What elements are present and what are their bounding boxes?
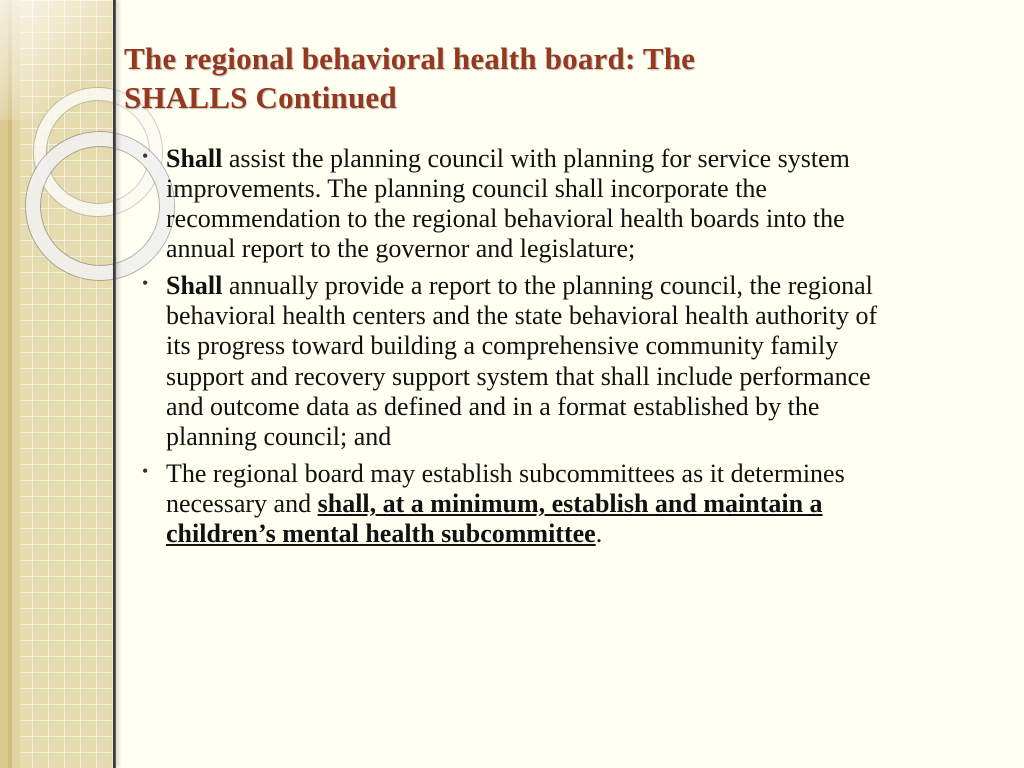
bullet-marker: • <box>142 461 149 482</box>
bullet-text-segment: Shall <box>166 143 223 173</box>
bullet-item <box>124 144 906 265</box>
bullet-text-segment: . <box>595 519 603 549</box>
decorative-left-strip <box>0 0 114 768</box>
bullet-text-segment: The regional board may establish subcommittees as it determines necessary and <box>166 459 845 519</box>
bullet-text-segment: annually provide a report to the planning council, the regional behavioral health centers and the state behavioral health authority of its progress toward building a comprehensive community family support and recovery support system that shall include performance and outcome data as defined and in a format established by the planning council; and <box>166 271 878 451</box>
bullet-marker: • <box>142 145 149 166</box>
slide-content <box>124 40 914 557</box>
bullet-list <box>124 144 906 550</box>
slide-title-line-1: The regional behavioral health board: The <box>124 41 696 76</box>
bullet-text <box>166 459 845 548</box>
bullet-text-segment: assist the planning council with planning for service system improvements. The planning council shall incorporate the recommendation to the regional behavioral health boards into the annual report to the governor and legislature; <box>166 143 850 263</box>
vertical-divider <box>113 0 116 768</box>
bullet-marker: • <box>142 273 149 294</box>
bullet-text-segment: shall, at a minimum, establish and maintain a children’s mental health subcommittee <box>166 489 823 549</box>
bullet-text <box>166 144 850 263</box>
bullet-text <box>166 271 877 451</box>
bullet-item <box>124 271 906 452</box>
slide-title-line-2: SHALLS Continued <box>124 79 397 115</box>
bullet-item <box>124 459 906 549</box>
slide-title <box>124 40 914 118</box>
bullet-text-segment: Shall <box>166 271 223 301</box>
